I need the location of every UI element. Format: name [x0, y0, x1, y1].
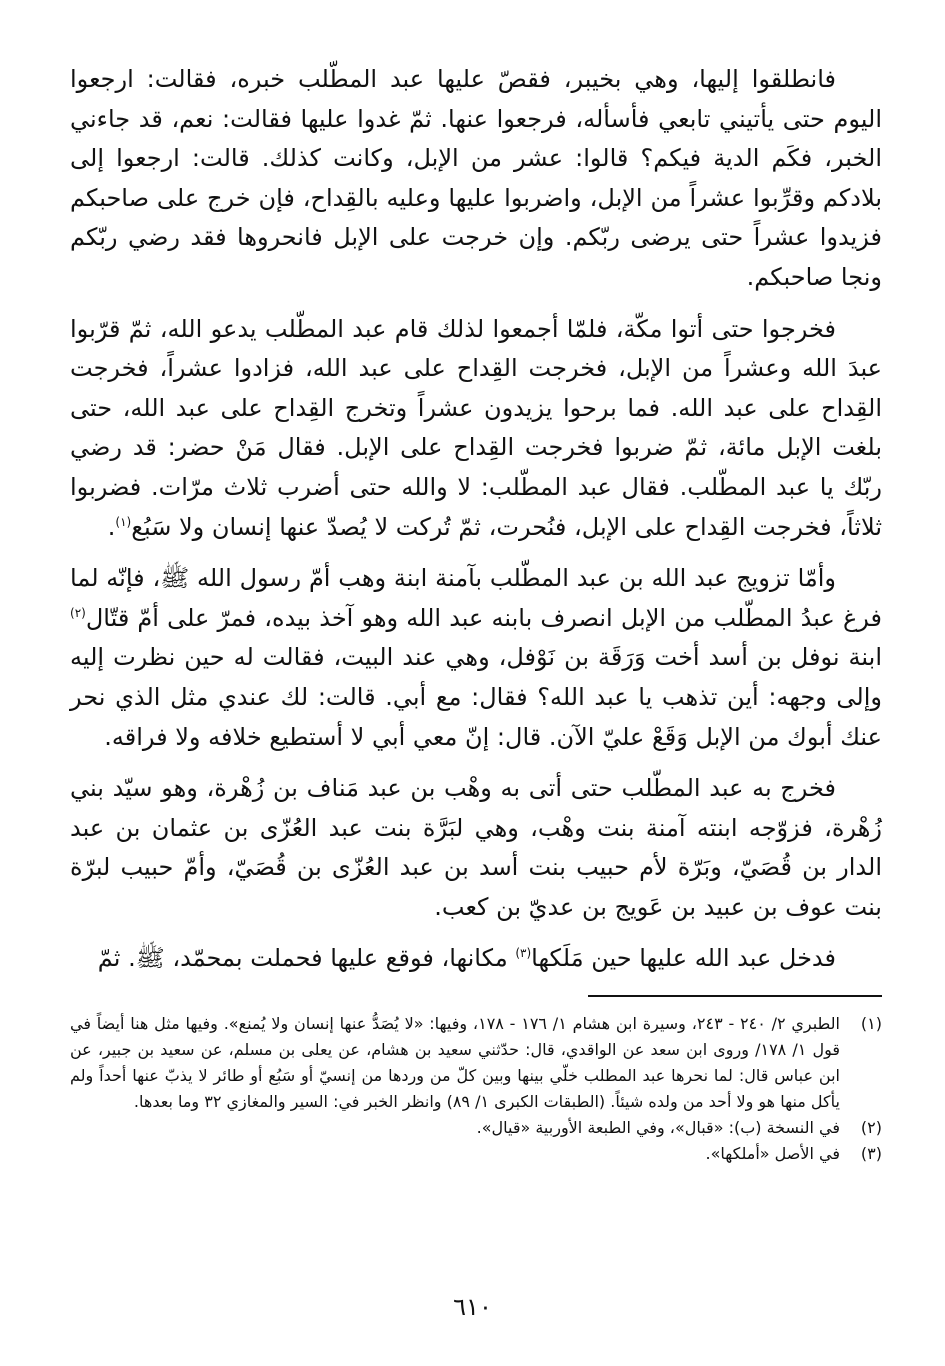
paragraph-3-text-a: وأمّا تزويج عبد الله بن عبد المطّلب بآمنة ابنة وهب أمّ رسول الله ﷺ، فإنّه لما فرغ عبدُ المطّلب من الإبل انصرف بابنه عبد الله وهو آخذ بيده، فمرّ على أمّ قتّال [70, 564, 882, 632]
footnote-text: الطبري ٢/ ٢٤٠ - ٢٤٣، وسيرة ابن هشام ١/ ١٧٦ - ١٧٨، وفيها: «لا يُصَدُّ عنها إنسان ولا يُمنع». وفيها مثل هنا أيضاً في قول ١/ ١٧٨/ وروى ابن سعد عن الواقدي، قال: حدّثني سعيد بن هشام، عن يعلى بن مسلم، عن سعيد بن جبير، عن ابن عباس قال: لما نحرها عبد المطلب خلّي بينها وبين كلّ من وردها من إنسيّ أو سَبُع أو طائر لا يذبّ عنها أحداً ولم يأكل منها هو ولا أحد من ولده شيئاً. (الطبقات الكبرى ١/ ٨٩) وانظر الخبر في: السير والمغازي ٣٢ وما بعدها. [70, 1014, 841, 1111]
footnote-text: في الأصل «أملكها». [705, 1144, 840, 1163]
paragraph-2-text: فخرجوا حتى أتوا مكّة، فلمّا أجمعوا لذلك قام عبد المطّلب يدعو الله، ثمّ قرّبوا عبدَ الله وعشراً من الإبل، فخرجت القِداح على عبد الله، فزادوا عشراً، فخرجت القِداح على عبد الله. فما برحوا يزيدون عشراً وتخرج القِداح على عبد الله، حتى بلغت الإبل مائة، ثمّ ضربوا فخرجت القِداح على الإبل. فقال مَنْ حضر: قد رضي ربّك يا عبد المطّلب. فقال عبد المطّلب: لا والله حتى أضرب ثلاث مرّات. فضربوا ثلاثاً، فخرجت القِداح على الإبل، فنُحرت، ثمّ تُركت لا يُصدّ عنها إنسان ولا سَبُع [70, 314, 882, 541]
footnote-2 [70, 1115, 882, 1141]
paragraph-4-text: فخرج به عبد المطّلب حتى أتى به وهْب بن عبد مَناف بن زُهْرة، وهو سيّد بني زُهْرة، فزوّجه ابنته آمنة بنت وهْب، وهي لبَرَّة بنت عبد العُزّى بن عثمان بن عبد الدار بن قُصَيّ، وبَرّة لأم حبيب بنت أسد بن عبد العُزّى بن قُصَيّ، وأمّ حبيب لبرّة بنت عوف بن عبيد بن عَويج بن عديّ بن كعب. [70, 774, 882, 921]
footnote-separator [588, 995, 882, 997]
footnote-number: (١) [860, 1014, 882, 1033]
footnote-1 [70, 1011, 882, 1115]
footnote-ref-1: (١) [115, 514, 132, 529]
paragraph-5 [70, 939, 882, 979]
paragraph-2: فخرجوا حتى أتوا مكّة، فلمّا أجمعوا لذلك قام عبد المطّلب يدعو الله، ثمّ قرّبوا عبدَ الله وعشراً من الإبل، فخرجت القِداح على عبد الله، فزادوا عشراً، فخرجت القِداح على عبد الله. فما برحوا يزيدون عشراً وتخرج القِداح على عبد الله، حتى بلغت الإبل مائة، ثمّ ضربوا فخرجت القِداح على الإبل. فقال مَنْ حضر: قد رضي ربّك يا عبد المطّلب. فقال عبد المطّلب: لا والله حتى أضرب ثلاث مرّات. فضربوا ثلاثاً، فخرجت القِداح على الإبل، فنُحرت، ثمّ تُركت لا يُصدّ عنها إنسان ولا سَبُع$^{(١)}$. [70, 314, 882, 541]
paragraph-4 [70, 769, 882, 927]
footnote-text: في النسخة (ب): «قبال»، وفي الطبعة الأوربية «قيال». [476, 1118, 840, 1137]
footnote-ref-3: (٣) [515, 946, 532, 961]
paragraph-5-text-b: مكانها، فوقع عليها فحملت بمحمّد، ﷺ. ثمّ [97, 944, 508, 973]
paragraph-3-text-b: ابنة نوفل بن أسد أخت وَرَقَة بن نَوْفل، وهي عند البيت، فقالت له حين نظرت إليه وإلى وجهه: أين تذهب يا عبد الله؟ فقال: مع أبي. قالت: لك عندي مثل الذي نحر عنك أبوك من الإبل وَقَعْ عليّ الآن. قال: إنّ معي أبي لا أستطيع خلافه ولا فراقه. [70, 643, 882, 751]
footnote-number: (٣) [860, 1144, 882, 1163]
page-number: ٦١٠ [453, 1293, 492, 1321]
paragraph-1 [70, 60, 882, 298]
paragraph-3 [70, 559, 882, 757]
paragraph-1-text: فانطلقوا إليها، وهي بخيبر، فقصّ عليها عبد المطّلب خبره، فقالت: ارجعوا اليوم حتى يأتيني تابعي فأسأله، فرجعوا عنها. ثمّ غدوا عليها فقالت: نعم، قد جاءني الخبر، فكَم الدية فيكم؟ قالوا: عشر من الإبل، وكانت كذلك. قالت: ارجعوا إلى بلادكم وقرِّبوا عشراً من الإبل، واضربوا عليها وعليه بالقِداح، فإن خرج على صاحبكم فزيدوا عشراً حتى يرضى ربّكم. وإن خرجت على الإبل فانحروها فقد رضي ربّكم ونجا صاحبكم. [70, 65, 882, 291]
footnotes [70, 1011, 882, 1167]
footnote-3 [70, 1141, 882, 1167]
main-text [70, 60, 882, 991]
paragraph-5-text-a: فدخل عبد الله عليها حين مَلَكها [531, 944, 836, 973]
footnote-number: (٢) [860, 1118, 882, 1137]
footnote-ref-2: (٢) [70, 605, 86, 620]
